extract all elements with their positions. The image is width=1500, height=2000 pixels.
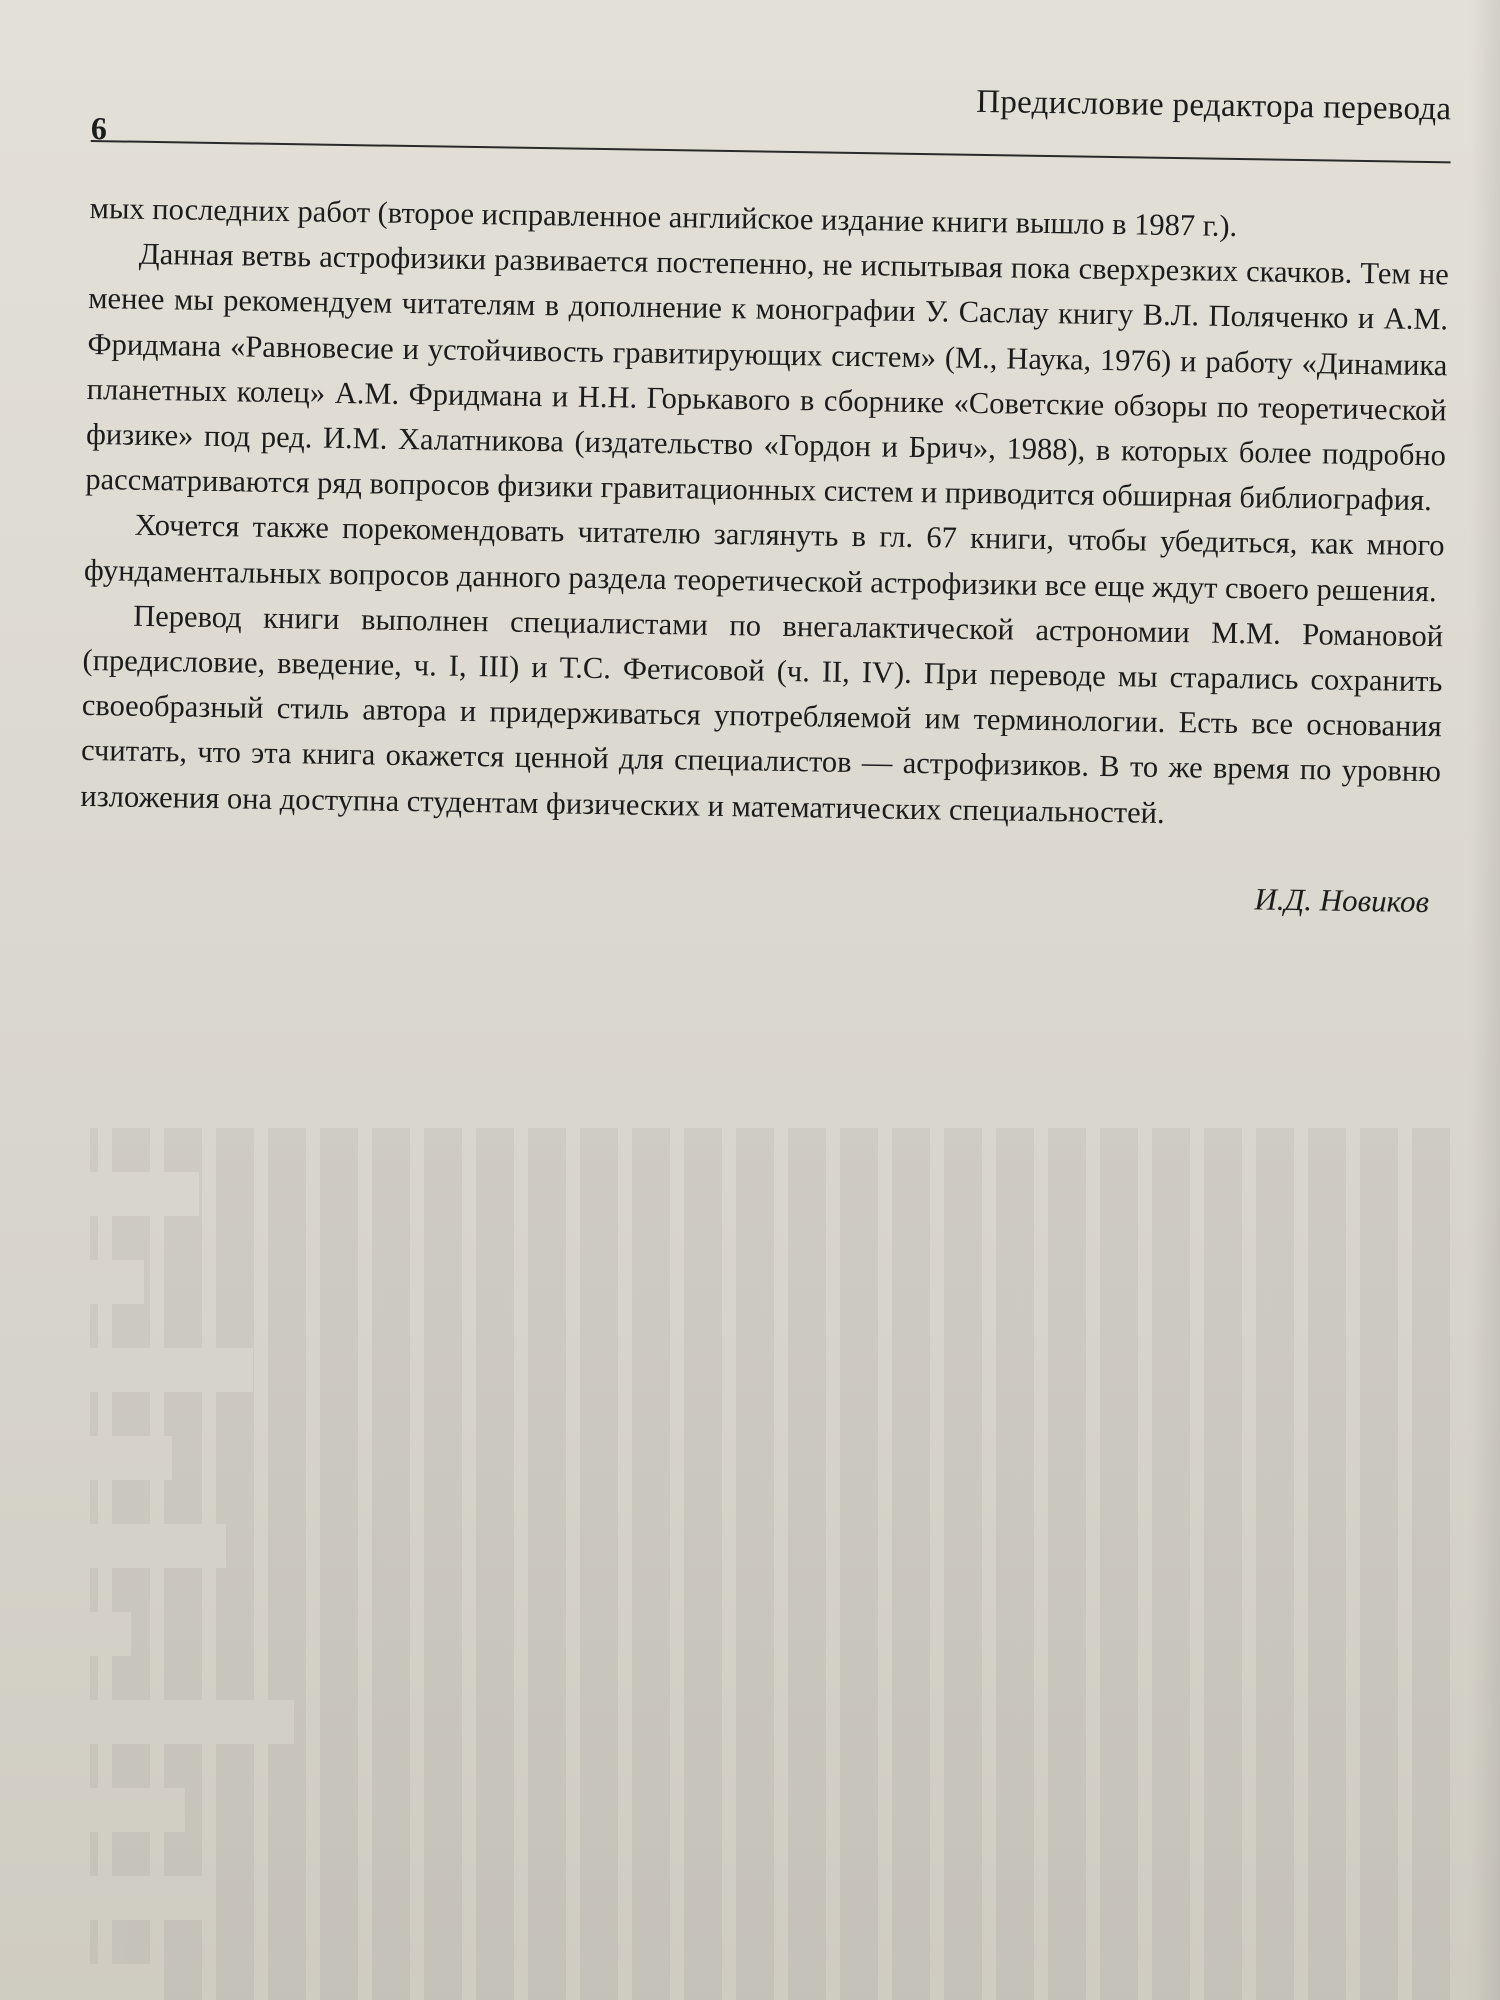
page-number: 6 bbox=[90, 109, 108, 147]
show-through-texture bbox=[90, 1040, 1450, 2000]
page-content bbox=[79, 60, 1452, 920]
running-head bbox=[91, 60, 1452, 155]
page-edge-shadow bbox=[1470, 0, 1500, 2000]
paragraph-translation: Перевод книги выполнен специалистами по внегалактической астрономии М.М. Романовой (предисловие, введение, ч. I, III) и Т.С. Фетисовой (ч. II, IV). При переводе мы старались сохранить своеобразный стиль автора и придерживаться употребляемой им терминологии. Есть все основания считать, что эта книга окажется ценной для специалистов — астрофизиков. В то же время по уровню изложения она доступна студентам физических и математических специальностей. bbox=[80, 598, 1444, 830]
paragraph-chapter-67: Хочется также порекомендовать читателю заглянуть в гл. 67 книги, чтобы убедиться, как много фундаментальных вопросов данного раздела теоретической астрофизики все еще ждут своего решения. bbox=[83, 508, 1445, 608]
editor-signature: И.Д. Новиков bbox=[1254, 881, 1430, 919]
body-text bbox=[80, 186, 1450, 840]
paragraph-continuation: мых последних работ (второе исправленное английское издание книги вышло в 1987 г.). bbox=[89, 190, 1238, 244]
section-title: Предисловие редактора перевода bbox=[975, 83, 1452, 128]
paragraph-recommendations: Данная ветвь астрофизики развивается постепенно, не испытывая пока сверхрезких скачков. Тем не менее мы рекомендуем читателям в дополнение к монографии У. Саслау книгу В.Л. Поляченко и А.М. Фридмана «Равновесие и устойчивость гравитирующих систем» (М., Наука, 1976) и работу «Динамика планетных колец» А.М. Фридмана и Н.Н. Горькавого в сборнике «Советские обзоры по теоретической физике» под ред. И.М. Халатникова (издательство «Гордон и Брич», 1988), в которых более подробно рассматриваются ряд вопросов физики гравитационных систем и приводится обширная библиография. bbox=[85, 236, 1450, 518]
header-rule bbox=[91, 140, 1451, 163]
